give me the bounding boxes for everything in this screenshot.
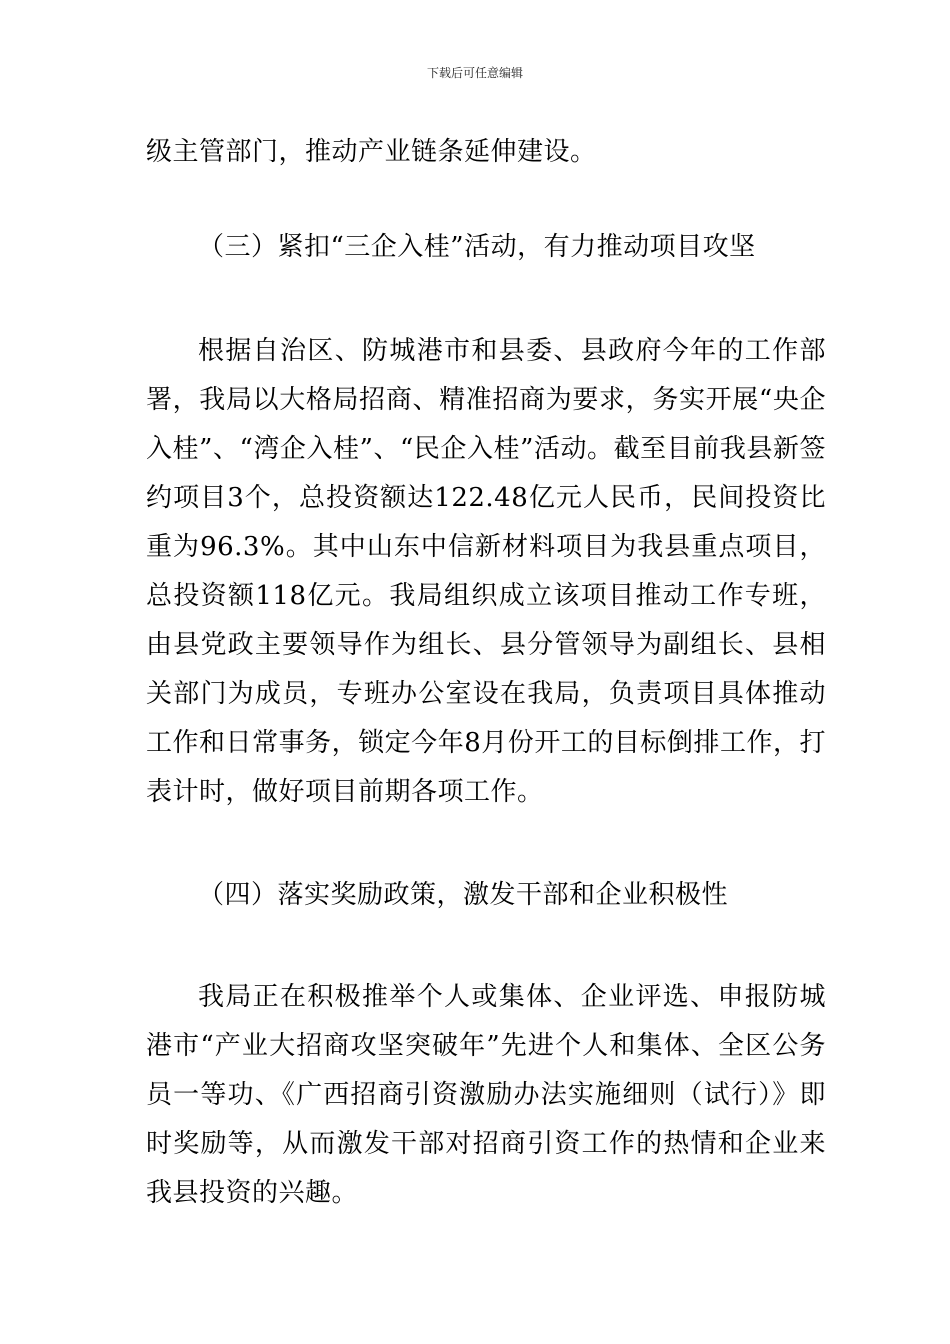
section-heading-4: （四）落实奖励政策，激发干部和企业积极性 — [198, 880, 729, 910]
paragraph-continued: 级主管部门，推动产业链条延伸建设。 — [146, 137, 597, 167]
page-header-note: 下载后可任意编辑 — [426, 66, 523, 80]
paragraph-section-4: 我局正在积极推举个人或集体、企业评选、申报防城港市“产业大招商攻坚突破年”先进个人和集体、全区公务员一等功、《广西招商引资激励办法实施细则（试行）》即时奖励等，从而激发干部对招商引资工作的热情和企业来我县投资的兴趣。 — [146, 982, 826, 1208]
paragraph-section-3: 根据自治区、防城港市和县委、县政府今年的工作部署，我局以大格局招商、精准招商为要求，务实开展“央企入桂”、“湾企入桂”、“民企入桂”活动。截至目前我县新签约项目3个，总投资额达122.48亿元人民币，民间投资比重为96.3%。其中山东中信新材料项目为我县重点项目，总投资额118亿元。我局组织成立该项目推动工作专班，由县党政主要领导作为组长、县分管领导为副组长、县相关部门为成员，专班办公室设在我局，负责项目具体推动工作和日常事务，锁定今年8月份开工的目标倒排工作，打表计时，做好项目前期各项工作。 — [146, 336, 826, 807]
section-heading-3: （三）紧扣“三企入桂”活动，有力推动项目攻坚 — [198, 232, 756, 262]
